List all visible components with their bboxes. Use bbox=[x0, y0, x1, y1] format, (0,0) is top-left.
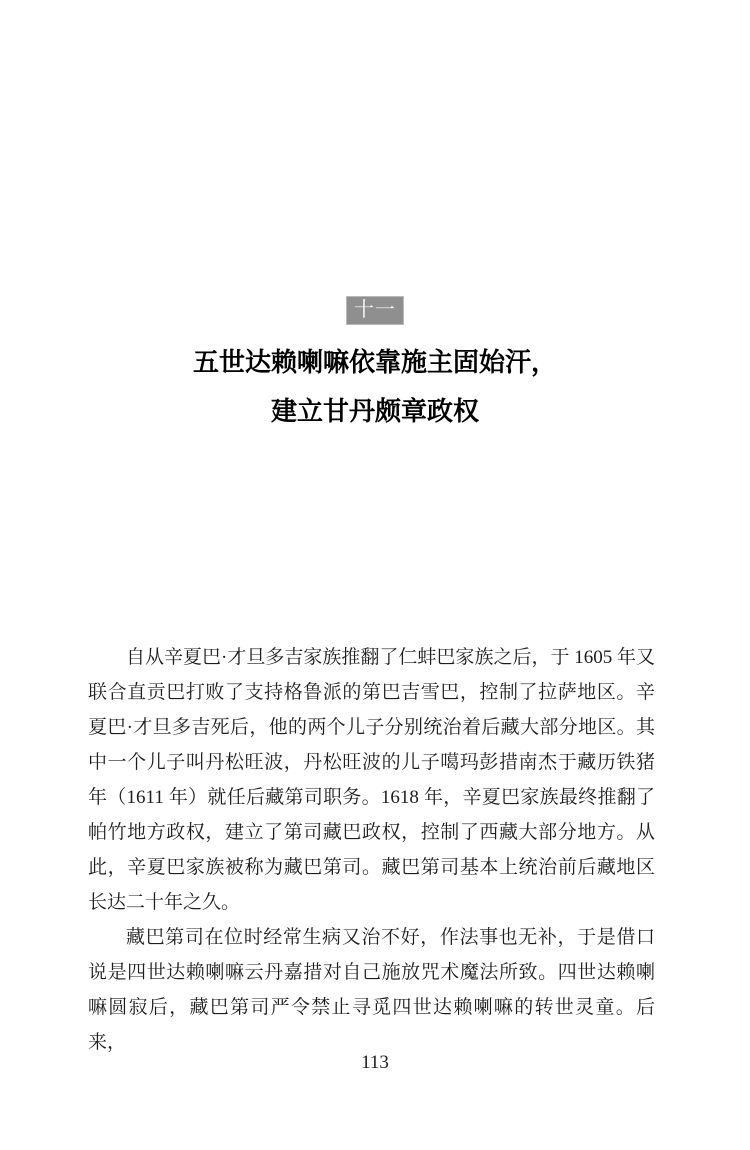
chapter-number-badge: 十一 bbox=[346, 296, 404, 325]
chapter-title bbox=[0, 338, 750, 436]
paragraph-2: 藏巴第司在位时经常生病又治不好，作法事也无补，于是借口说是四世达赖喇嘛云丹嘉措对自己施放咒术魔法所致。四世达赖喇嘛圆寂后，藏巴第司严令禁止寻觅四世达赖喇嘛的转世灵童。后来， bbox=[88, 927, 655, 1053]
chapter-title-line-1: 五世达赖喇嘛依靠施主固始汗， bbox=[192, 348, 557, 377]
paragraph-1: 自从辛夏巴·才旦多吉家族推翻了仁蚌巴家族之后，于 1605 年又联合直贡巴打败了支持格鲁派的第巴吉雪巴，控制了拉萨地区。辛夏巴·才旦多吉死后，他的两个儿子分别统治着后藏大部分地区。其中一个儿子叫丹松旺波，丹松旺波的儿子噶玛彭措南杰于藏历铁猪年（1611 年）就任后藏第司职务。1618 年，辛夏巴家族最终推翻了帕竹地方政权，建立了第司藏巴政权，控制了西藏大部分地方。从此，辛夏巴家族被称为藏巴第司。藏巴第司基本上统治前后藏地区长达二十年之久。 bbox=[88, 647, 655, 913]
chapter-title-line-2: 建立甘丹颇章政权 bbox=[270, 397, 479, 426]
page-number: 113 bbox=[361, 1052, 389, 1073]
body-text bbox=[88, 640, 655, 1060]
